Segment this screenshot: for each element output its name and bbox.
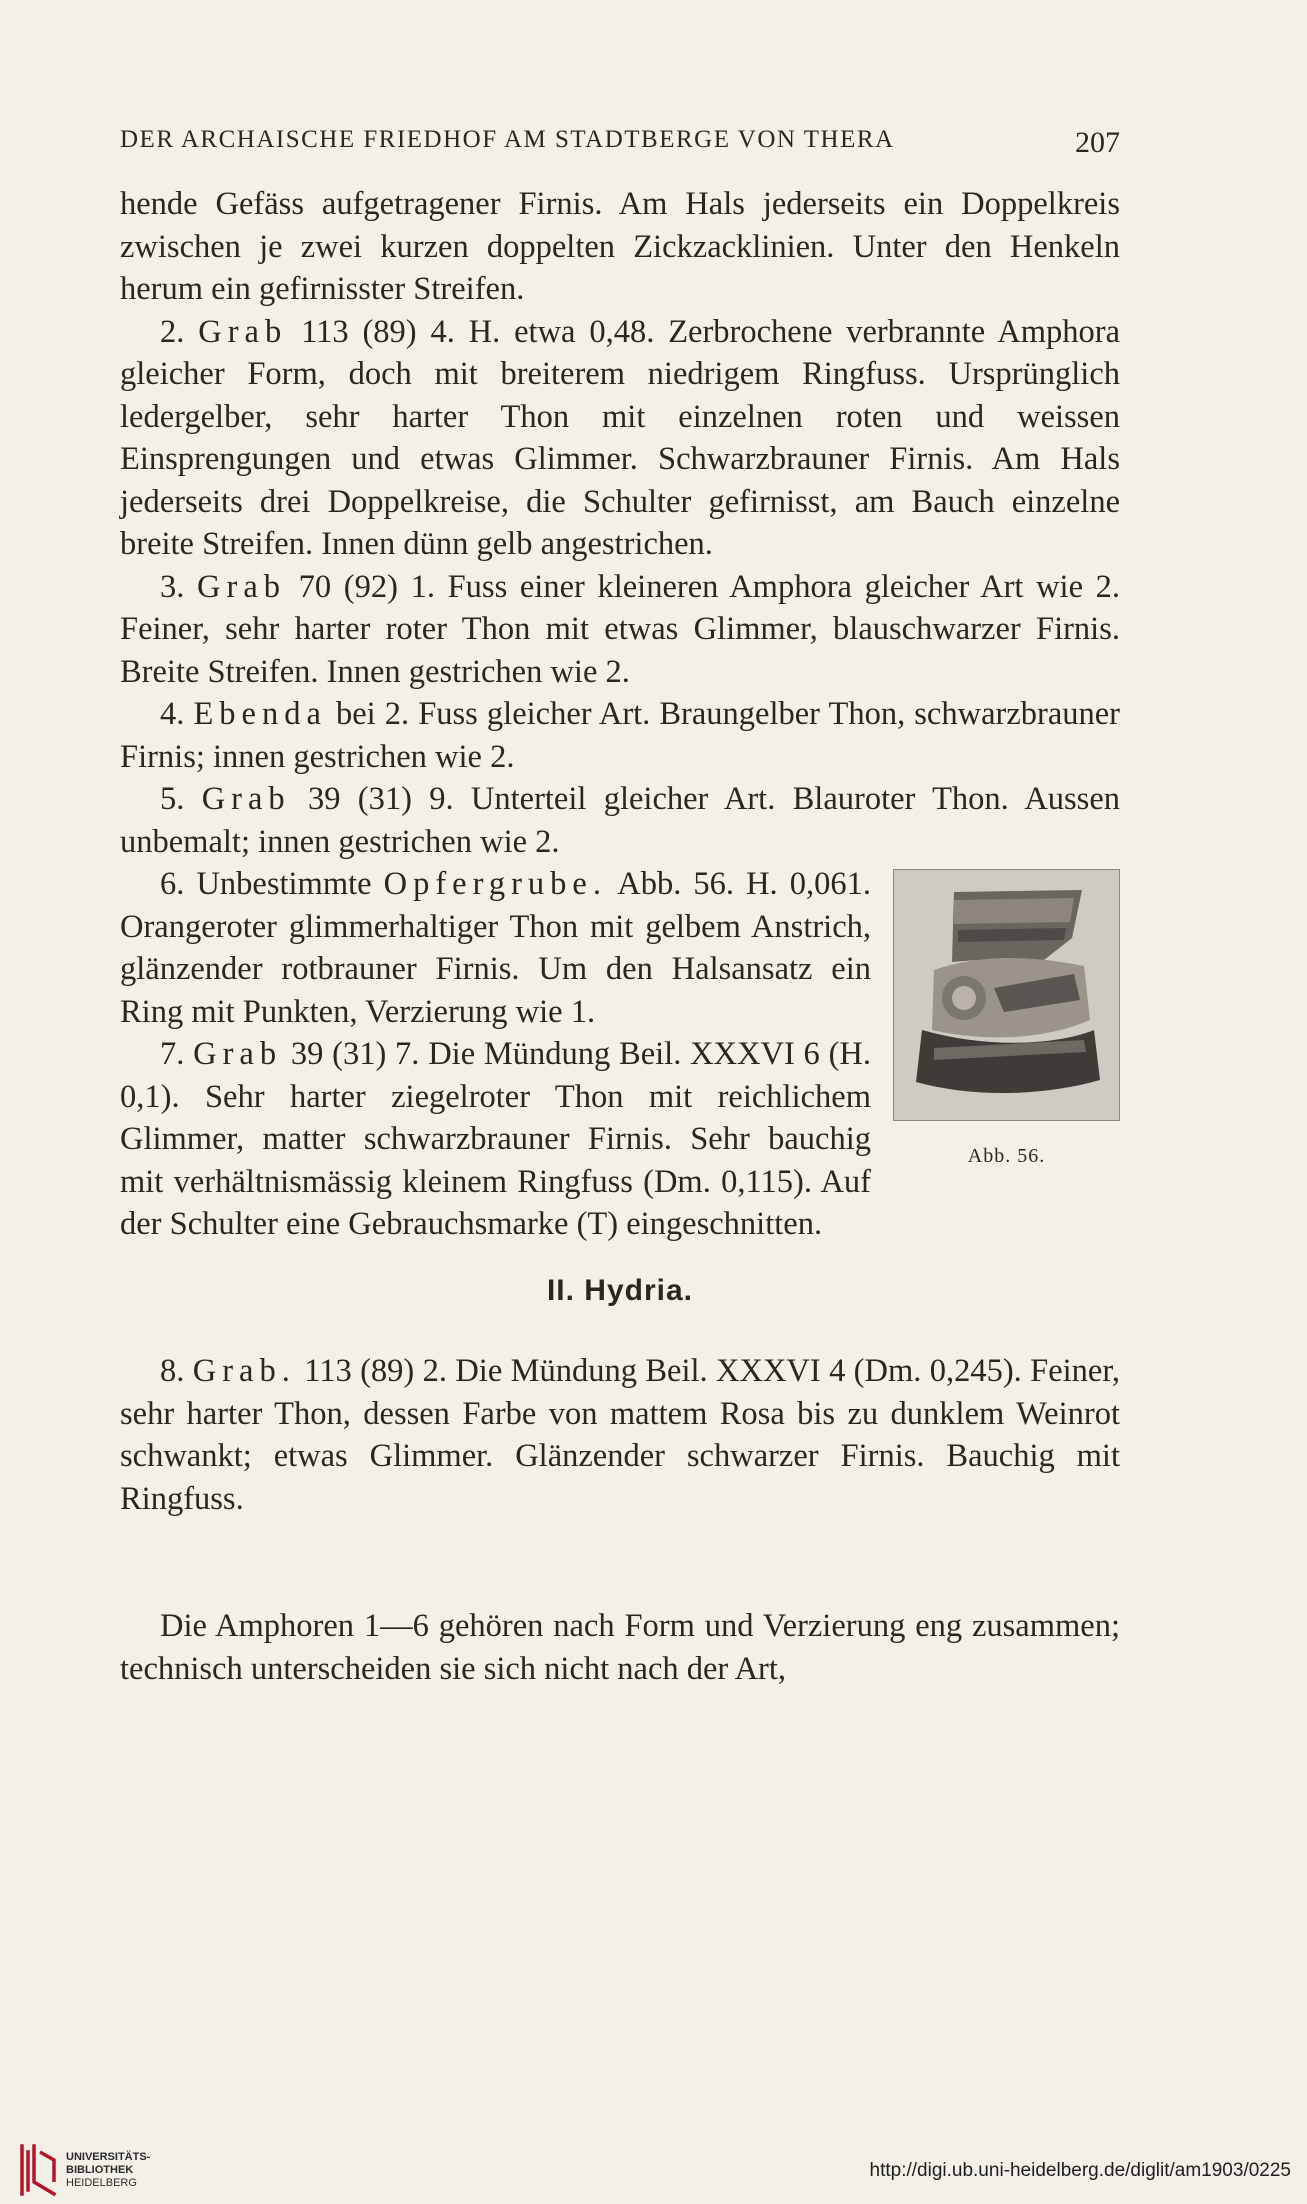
page-number: 207 bbox=[1075, 126, 1120, 159]
spaced-term: Grab bbox=[193, 1036, 283, 1072]
spaced-term: Grab bbox=[201, 781, 291, 817]
spaced-term: Grab bbox=[198, 313, 288, 350]
spaced-term: Ebenda bbox=[193, 696, 327, 732]
paragraph-item-8: 8. Grab. 113 (89) 2. Die Mündung Beil. XXXVI 4 (Dm. 0,245). Feiner, sehr harter Thon, dessen Farbe von mattem Rosa bis zu dunklem Weinrot schwankt; etwas Glimmer. Glänzender schwarzer Firnis. Bauchig mit Ringfuss. bbox=[120, 1353, 1121, 1517]
running-head bbox=[120, 126, 1120, 160]
library-logo-icon bbox=[14, 2142, 60, 2198]
paragraph-item-6: 6. Unbestimmte Opfergrube. Abb. 56. H. 0,061. Orangeroter glimmerhaltiger Thon mit gelbem Anstrich, glänzender rotbrauner Firnis. Um den Halsansatz ein Ring mit Punkten, Verzierung wie 1. bbox=[120, 866, 871, 1030]
paragraph-conclusion: Die Amphoren 1—6 gehören nach Form und Verzierung eng zusammen; technisch unterscheiden sie sich nicht nach der Art, bbox=[120, 1608, 1120, 1687]
library-name: UNIVERSITÄTS- BIBLIOTHEK HEIDELBERG bbox=[66, 2150, 151, 2189]
paragraph-item-4: 4. Ebenda bei 2. Fuss gleicher Art. Braungelber Thon, schwarzbrauner Firnis; innen gestrichen wie 2. bbox=[120, 696, 1120, 775]
figure-photo bbox=[893, 869, 1120, 1121]
section-heading: II. Hydria. bbox=[546, 1273, 694, 1307]
paragraph-item-7: 7. Grab 39 (31) 7. Die Mündung Beil. XXXVI 6 (H. 0,1). Sehr harter ziegelroter Thon mit reichlichem Glimmer, matter schwarzbrauner Firnis. Sehr bauchig mit verhältnismässig kleinem Ringfuss (Dm. 0,115). Auf der Schulter eine Gebrauchsmarke (T) eingeschnitten. bbox=[120, 1036, 871, 1242]
paragraph: hende Gefäss aufgetragener Firnis. Am Hals jederseits ein Doppelkreis zwischen je zwei kurzen doppelten Zickzacklinien. Unter den Henkeln herum ein gefirnisster Streifen. bbox=[120, 186, 1120, 307]
vase-fragment-image bbox=[894, 870, 1119, 1120]
main-text bbox=[120, 183, 1120, 1690]
figure-caption: Abb. 56. bbox=[967, 1145, 1046, 1167]
spaced-term: Grab bbox=[197, 568, 286, 605]
source-url-link[interactable]: http://digi.ub.uni-heidelberg.de/diglit/am1903/0225 bbox=[869, 2160, 1291, 2181]
spaced-term: Opfergrube. bbox=[383, 866, 607, 902]
paragraph-item-2: 2. Grab 113 (89) 4. H. etwa 0,48. Zerbrochene verbrannte Amphora gleicher Form, doch mit breiterem niedrigem Ringfuss. Ursprünglich ledergelber, sehr harter Thon mit einzelnen roten und weissen Einsprengungen und etwas Glimmer. Schwarzbrauner Firnis. Am Hals jederseits drei Doppelkreise, die Schulter gefirnisst, am Bauch einzelne breite Streifen. Innen dünn gelb angestrichen. bbox=[120, 313, 1121, 562]
running-head-title: DER ARCHAISCHE FRIEDHOF AM STADTBERGE VON THERA bbox=[120, 126, 895, 153]
spaced-term: Grab. bbox=[192, 1353, 296, 1389]
paragraph-item-3: 3. Grab 70 (92) 1. Fuss einer kleineren Amphora gleicher Art wie 2. Feiner, sehr harter roter Thon mit etwas Glimmer, blauschwarzer Firnis. Breite Streifen. Innen gestrichen wie 2. bbox=[120, 568, 1121, 690]
figure-abb-56 bbox=[893, 869, 1120, 1178]
paragraph-item-5: 5. Grab 39 (31) 9. Unterteil gleicher Art. Blauroter Thon. Aussen unbemalt; innen gestrichen wie 2. bbox=[120, 781, 1121, 860]
footer bbox=[0, 2140, 1307, 2204]
library-logo[interactable] bbox=[14, 2140, 174, 2200]
